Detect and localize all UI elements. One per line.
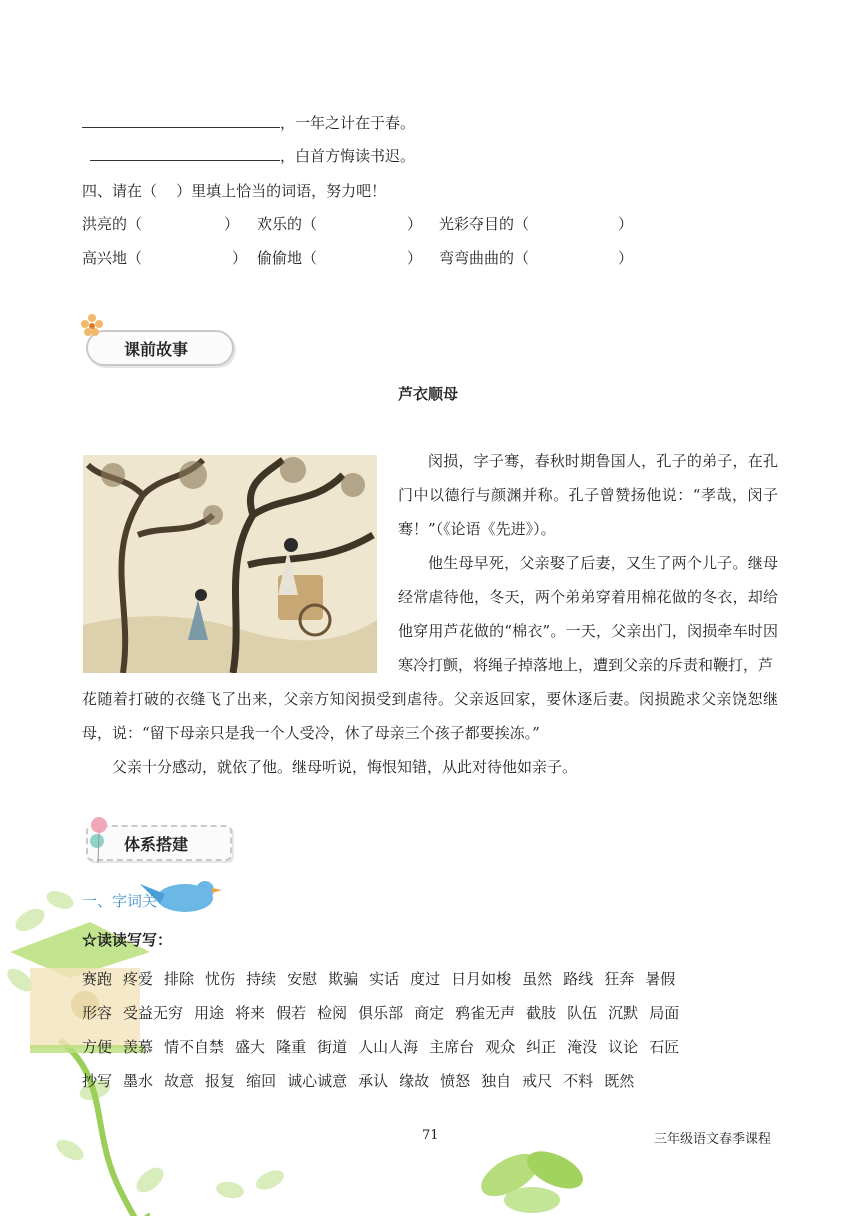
vocab-word: 安慰 <box>287 970 318 988</box>
fill-prompt: 洪亮的（ <box>82 215 143 233</box>
vocab-word: 愤怒 <box>440 1072 471 1090</box>
story-section-banner <box>86 330 234 366</box>
fill-close: ） <box>224 215 240 233</box>
vocab-word: 欺骗 <box>328 970 359 988</box>
fill-close: ） <box>618 249 634 267</box>
story-paragraph-2a: 他生母早死，父亲娶了后妻，又生了两个儿子。继母经常虐待他，冬天，两个弟弟穿着用棉花做的冬衣，却给他穿用芦花做的“棉衣”。一天，父亲出门，闵损牵车时因寒冷打颤，将绳子掉落地上，遭到父亲的斥责和鞭打，芦 <box>398 554 778 674</box>
story-banner-label: 课前故事 <box>124 339 189 359</box>
fill-close: ） <box>232 249 248 267</box>
fill-close: ） <box>618 215 634 233</box>
fill-prompt: 光彩夺目的（ <box>439 215 530 233</box>
vocab-word: 抄写 <box>82 1072 113 1090</box>
vocab-word: 沉默 <box>608 1004 639 1022</box>
read-write-subhead: ☆读读写写： <box>82 931 173 949</box>
vocab-word: 戒尺 <box>522 1072 553 1090</box>
fill-prompt: 欢乐的（ <box>257 215 318 233</box>
answer-blank[interactable] <box>90 146 280 161</box>
vocab-word: 假若 <box>276 1004 307 1022</box>
vocab-word: 缘故 <box>399 1072 430 1090</box>
vocab-word: 缩回 <box>246 1072 277 1090</box>
vocab-word: 排除 <box>164 970 195 988</box>
fill-close: ） <box>407 215 423 233</box>
vocab-word: 石匠 <box>649 1038 680 1056</box>
vocab-word: 鸦雀无声 <box>455 1004 516 1022</box>
course-name: 三年级语文春季课程 <box>654 1132 772 1147</box>
system-banner-label: 体系搭建 <box>124 834 189 854</box>
flower-icon <box>80 313 104 337</box>
fill-close: ） <box>407 249 423 267</box>
page-number: 71 <box>422 1128 439 1143</box>
leaf-decoration <box>470 1140 600 1216</box>
story-paragraph-3: 父亲十分感动，就依了他。继母听说，悔恨知错，从此对待他如亲子。 <box>112 758 578 776</box>
fill-prompt: 高兴地（ <box>82 249 143 267</box>
vocab-word: 忧伤 <box>205 970 236 988</box>
story-painting <box>83 455 377 673</box>
vocab-word: 形容 <box>82 1004 113 1022</box>
vocab-word: 纠正 <box>526 1038 557 1056</box>
vocab-word: 不料 <box>563 1072 594 1090</box>
vocab-word: 将来 <box>235 1004 266 1022</box>
story-paragraph-2b: 花随着打破的衣缝飞了出来，父亲方知闵损受到虐待。父亲返回家，要休逐后妻。闵损跪求父亲饶恕继母，说：“留下母亲只是我一个人受冷，休了母亲三个孩子都要挨冻。” <box>82 690 778 742</box>
vocab-word: 日月如梭 <box>451 970 512 988</box>
vocab-word: 虽然 <box>522 970 553 988</box>
vocab-word: 故意 <box>164 1072 195 1090</box>
vocab-word: 暑假 <box>645 970 676 988</box>
answer-blank[interactable] <box>82 113 280 128</box>
vocab-row-3 <box>82 1036 690 1057</box>
vocab-word: 街道 <box>317 1038 348 1056</box>
vocab-word: 既然 <box>604 1072 635 1090</box>
story-title: 芦衣顺母 <box>398 385 459 403</box>
vocab-word: 情不自禁 <box>164 1038 225 1056</box>
vocab-word: 独自 <box>481 1072 512 1090</box>
vocab-word: 羡慕 <box>123 1038 154 1056</box>
fill-line-text: ，一年之计在于春。 <box>280 114 416 132</box>
fill-line-1 <box>82 112 415 133</box>
fill-line-text: ，白首方悔读书迟。 <box>280 147 416 165</box>
vocab-word: 检阅 <box>317 1004 348 1022</box>
vocab-word: 方便 <box>82 1038 113 1056</box>
vocab-word: 狂奔 <box>604 970 635 988</box>
vocab-word: 主席台 <box>429 1038 475 1056</box>
vocab-word: 淹没 <box>567 1038 598 1056</box>
fill-prompt: 偷偷地（ <box>257 249 318 267</box>
vocab-word: 俱乐部 <box>358 1004 404 1022</box>
story-paragraph-1: 闵损，字子骞，春秋时期鲁国人，孔子的弟子，在孔门中以德行与颜渊并称。孔子曾赞扬他说：“孝哉，闵子骞！”（《论语《先进》）。 <box>398 452 778 538</box>
vocab-word: 承认 <box>358 1072 389 1090</box>
vocab-word: 截肢 <box>526 1004 557 1022</box>
balloon-icon <box>86 815 112 865</box>
vocab-word: 疼爱 <box>123 970 154 988</box>
section-4-heading: 四、请在（ ）里填上恰当的词语，努力吧！ <box>82 182 387 200</box>
vocab-row-2 <box>82 1002 690 1023</box>
vocab-row-4 <box>82 1070 645 1091</box>
vocab-row-1 <box>82 968 686 989</box>
vocab-word: 持续 <box>246 970 277 988</box>
vocab-word: 墨水 <box>123 1072 154 1090</box>
section-1-heading: 一、字词关 <box>82 892 158 910</box>
vocab-word: 隆重 <box>276 1038 307 1056</box>
vocab-word: 诚心诚意 <box>287 1072 348 1090</box>
vocab-word: 局面 <box>649 1004 680 1022</box>
vocab-word: 度过 <box>410 970 441 988</box>
vocab-word: 报复 <box>205 1072 236 1090</box>
vocab-word: 路线 <box>563 970 594 988</box>
vocab-word: 观众 <box>485 1038 516 1056</box>
vocab-word: 盛大 <box>235 1038 266 1056</box>
vocab-word: 商定 <box>414 1004 445 1022</box>
vocab-word: 实话 <box>369 970 400 988</box>
fill-prompt: 弯弯曲曲的（ <box>439 249 530 267</box>
vocab-word: 受益无穷 <box>123 1004 184 1022</box>
vocab-word: 议论 <box>608 1038 639 1056</box>
vocab-word: 人山人海 <box>358 1038 419 1056</box>
vocab-word: 用途 <box>194 1004 225 1022</box>
vocab-word: 赛跑 <box>82 970 113 988</box>
vocab-word: 队伍 <box>567 1004 598 1022</box>
fill-line-2 <box>90 145 415 166</box>
